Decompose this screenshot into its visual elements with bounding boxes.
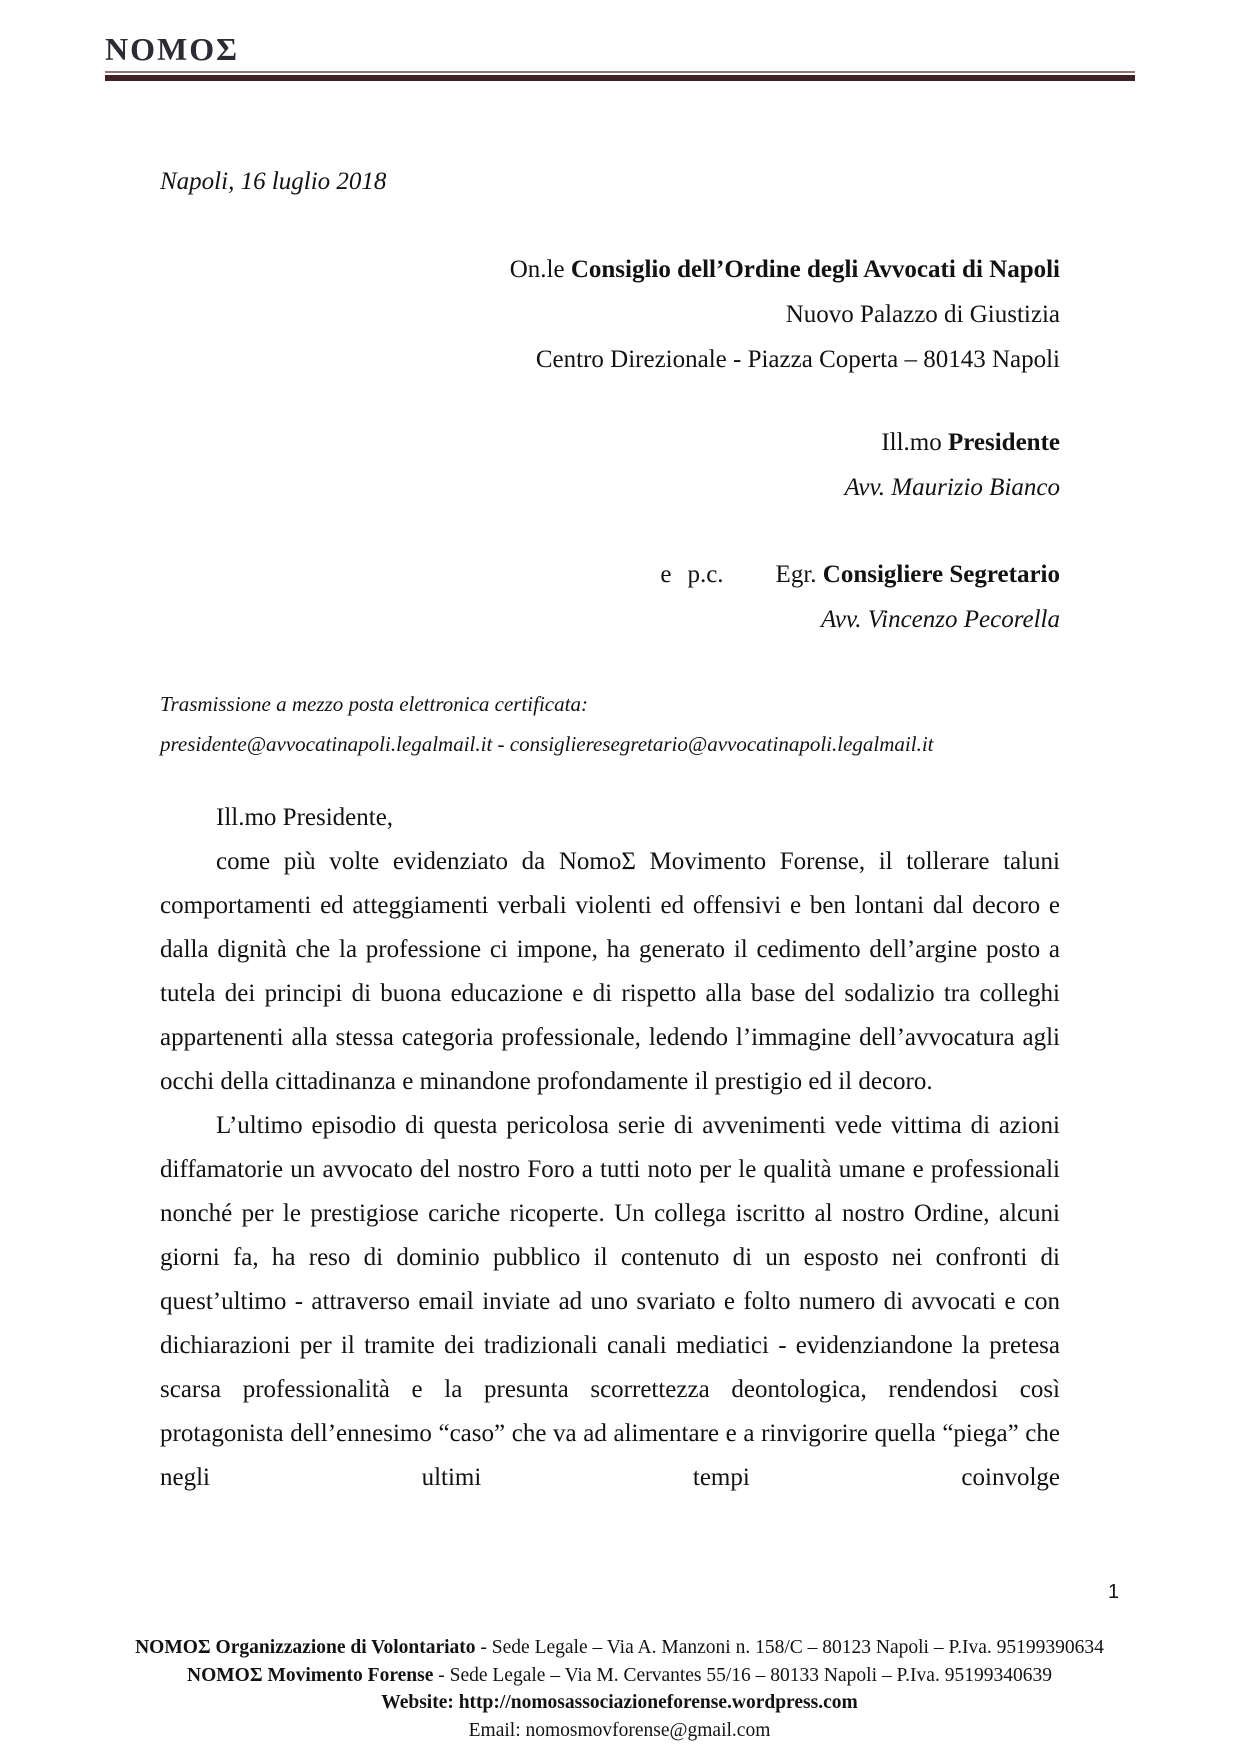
body-paragraph-2: L’ultimo episodio di questa pericolosa serie di avvenimenti vede vittima di azioni diffamatorie un avvocato del nostro Foro a tutti noto per le qualità umane e professionali nonché per le prestigiose cariche ricoperte. Un collega iscritto al nostro Ordine, alcuni giorni fa, ha reso di dominio pubblico il contenuto di un esposto nei confronti di quest’ultimo - attraverso email inviate ad uno svariato e folto numero di avvocati e con dichiarazioni per il tramite dei tradizionali canali mediatici - evidenziandone la pretesa scarsa professionalità e la presunta scorrettezza deontologica, rendendosi così protagonista dell’ennesimo “caso” che va ad alimentare e a rinvigorire quella “piega” che negli ultimi tempi coinvolge: [160, 1112, 1060, 1491]
cc-title: Consigliere Segretario: [822, 561, 1060, 588]
nomos-logo: ΝΟΜΟΣ: [105, 31, 240, 67]
president-name: Avv. Maurizio Bianco: [844, 474, 1060, 501]
transmission-note: [160, 684, 1100, 764]
footer-email-line: Email: nomosmovforense@gmail.com: [468, 1719, 771, 1741]
recipient-spacer: [160, 510, 1060, 552]
footer-line-1: [0, 1634, 1239, 1662]
cc-prefix: Egr.: [775, 561, 823, 588]
recipient-spacer: [160, 382, 1060, 420]
honorific-title: Presidente: [947, 429, 1060, 456]
recipient-to-name: Consiglio dell’Ordine degli Avvocati di Napoli: [570, 256, 1060, 283]
cc-line: [160, 552, 1060, 597]
salutation: Ill.mo Presidente,: [216, 804, 394, 831]
footer-line-2: [0, 1662, 1239, 1690]
transmission-line-1: Trasmissione a mezzo posta elettronica certificata:: [160, 692, 588, 716]
recipient-address-line-2: Centro Direzionale - Piazza Coperta – 80143 Napoli: [535, 346, 1060, 373]
letter-body: [160, 796, 1060, 1500]
cc-pc: p.c.: [687, 561, 724, 588]
cc-e: e: [660, 561, 672, 588]
transmission-line-2: presidente@avvocatinapoli.legalmail.it - consiglieresegretario@avvocatinapoli.legalmail.it: [160, 732, 934, 756]
secretary-name: Avv. Vincenzo Pecorella: [820, 606, 1060, 633]
footer-movimento-forense: ΝΟΜΟΣ Movimento Forense: [187, 1664, 434, 1686]
recipient-block: [160, 247, 1060, 642]
recipient-to-line: [160, 247, 1060, 292]
honorific-prefix: Ill.mo: [881, 429, 948, 456]
page-number: 1: [1108, 1581, 1120, 1603]
footer-org-volontariato-details: - Sede Legale – Via A. Manzoni n. 158/C – 80123 Napoli – P.Iva. 95199390634: [475, 1637, 1104, 1658]
body-paragraph-1: come più volte evidenziato da NomoΣ Movimento Forense, il tollerare taluni comportamenti ed atteggiamenti verbali violenti ed offensivi e ben lontani dal decoro e dalla dignità che la professione ci impone, ha generato il cedimento dell’argine posto a tutela dei principi di buona educazione e di rispetto alla base del sodalizio tra colleghi appartenenti alla stessa categoria professionale, ledendo l’immagine dell’avvocatura agli occhi della cittadinanza e minandone profondamente il prestigio ed il decoro.: [160, 848, 1060, 1095]
recipient-address-line-1: Nuovo Palazzo di Giustizia: [785, 301, 1060, 328]
letterhead-rule: [105, 71, 1135, 81]
footer-website-line: Website: http://nomosassociazioneforense.wordpress.com: [381, 1692, 858, 1713]
footer-movimento-forense-details: - Sede Legale – Via M. Cervantes 55/16 – 80133 Napoli – P.Iva. 95199340639: [433, 1664, 1052, 1686]
footer-block: [0, 1634, 1239, 1744]
date-place-line: Napoli, 16 luglio 2018: [160, 168, 387, 195]
recipient-honorific-line: [160, 420, 1060, 465]
letterhead-rule-thick: [105, 75, 1135, 81]
recipient-to-prefix: On.le: [509, 256, 571, 283]
footer-org-volontariato: ΝΟΜΟΣ Organizzazione di Volontariato: [135, 1637, 476, 1658]
